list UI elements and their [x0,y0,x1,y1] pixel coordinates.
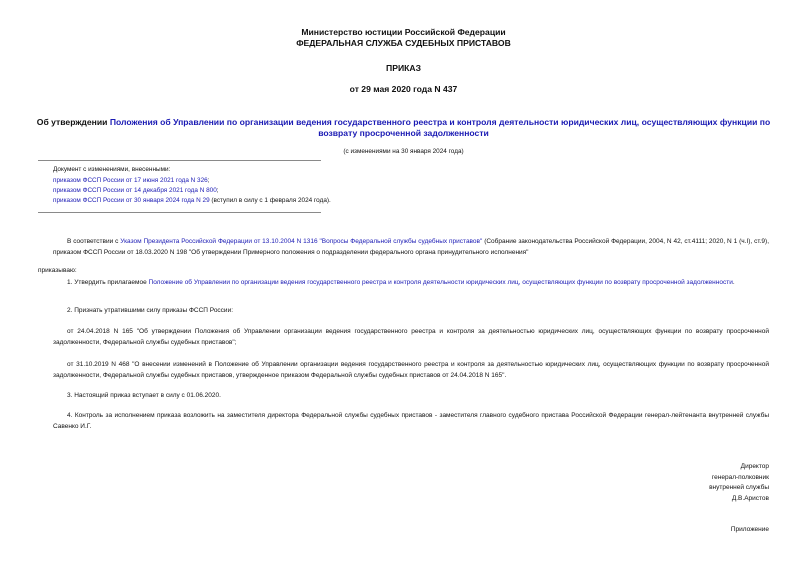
change-link-1[interactable]: приказом ФССП России от 17 июня 2021 года N 326 [53,177,208,184]
date-number-heading: от 29 мая 2020 года N 437 [349,84,458,94]
document-title [30,117,777,139]
signer-name: Д.В.Аристов [731,494,769,502]
signer-service: внутренней службы [709,484,769,491]
regulation-link[interactable]: Положение об Управлении по организации ведения государственного реестра и контроля деятельности юридических лиц, осуществляющих функции по возврату просроченной задолженности [148,279,733,286]
doc-type-heading: ПРИКАЗ [386,63,421,73]
divider-bottom [38,212,321,213]
change-item: приказом ФССП России от 30 января 2024 года N 29 (вступил в силу с 1 февраля 2024 года). [53,197,331,204]
changes-intro: Документ с изменениями, внесенными: [53,166,171,173]
repealed-order-2: от 31.10.2019 N 468 "О внесении изменений в Положение об Управлении организации ведения государственного реестра и контроля за деятельностью юридических лиц, осуществляющих функции по возврату просроченной задолженности, Федеральной службы судебных приставов, утвержденное приказом Федеральной службы судебных приставов от 24.04.2018 N 165". [53,361,769,379]
revision-note: (с изменениями на 30 января 2024 года) [343,148,464,155]
preamble-paragraph: В соответствии с Указом Президента Российской Федерации от 13.10.2004 N 1316 "Вопросы Федеральной службы судебных приставов" (Собрание законодательства Российской Федерации, 2004, N 42, ст.4111; 2020, N 1 (ч.I), ст.9), приказом ФССП России от 18.03.2020 N 198 "Об утверждении Примерного положения о подразделении федерального органа принудительного исполнения" [53,238,770,256]
item-4-paragraph: 4. Контроль за исполнением приказа возложить на заместителя директора Федеральной службы судебных приставов - заместителя главного судебного пристава Российской Федерации генерал-лейтенанта внутренней службы Савенко И.Г. [53,412,769,430]
signature-block [569,462,769,504]
service-heading: ФЕДЕРАЛЬНАЯ СЛУЖБА СУДЕБНЫХ ПРИСТАВОВ [296,38,511,48]
ministry-heading: Министерство юстиции Российской Федерации [301,27,506,37]
title-link[interactable]: Положения об Управлении по организации ведения государственного реестра и контроля деятельности юридических лиц, осуществляющих функции по возврату просроченной задолженности [109,117,771,138]
item-2-paragraph: 2. Признать утратившими силу приказы ФССП России: [67,307,234,314]
item-1-paragraph: 1. Утвердить прилагаемое Положение об Управлении по организации ведения государственного реестра и контроля деятельности юридических лиц, осуществляющих функции по возврату просроченной задолженности. [67,279,735,286]
decree-link[interactable]: Указом Президента Российской Федерации от 13.10.2004 N 1316 "Вопросы Федеральной службы судебных приставов" [120,238,483,245]
divider-top [38,160,321,161]
signer-rank: генерал-полковник [711,473,769,481]
signer-position: Директор [740,463,769,470]
change-item: приказом ФССП России от 17 июня 2021 года N 326; [53,177,210,184]
change-item: приказом ФССП России от 14 декабря 2021 года N 800; [53,187,219,194]
orders-line: приказываю: [38,267,77,274]
change-link-3[interactable]: приказом ФССП России от 30 января 2024 года N 29 [53,197,210,204]
item-3-paragraph: 3. Настоящий приказ вступает в силу с 01.06.2020. [67,392,221,399]
appendix-label: Приложение [730,526,769,533]
repealed-order-1: от 24.04.2018 N 165 "Об утверждении Положения об Управлении организации ведения государственного реестра и контроля за деятельностью юридических лиц, осуществляющих функции по возврату просроченной задолженности, Федеральной службы судебных приставов"; [53,328,769,346]
title-prefix: Об утверждении [36,117,110,127]
change-link-2[interactable]: приказом ФССП России от 14 декабря 2021 года N 800 [53,187,217,194]
